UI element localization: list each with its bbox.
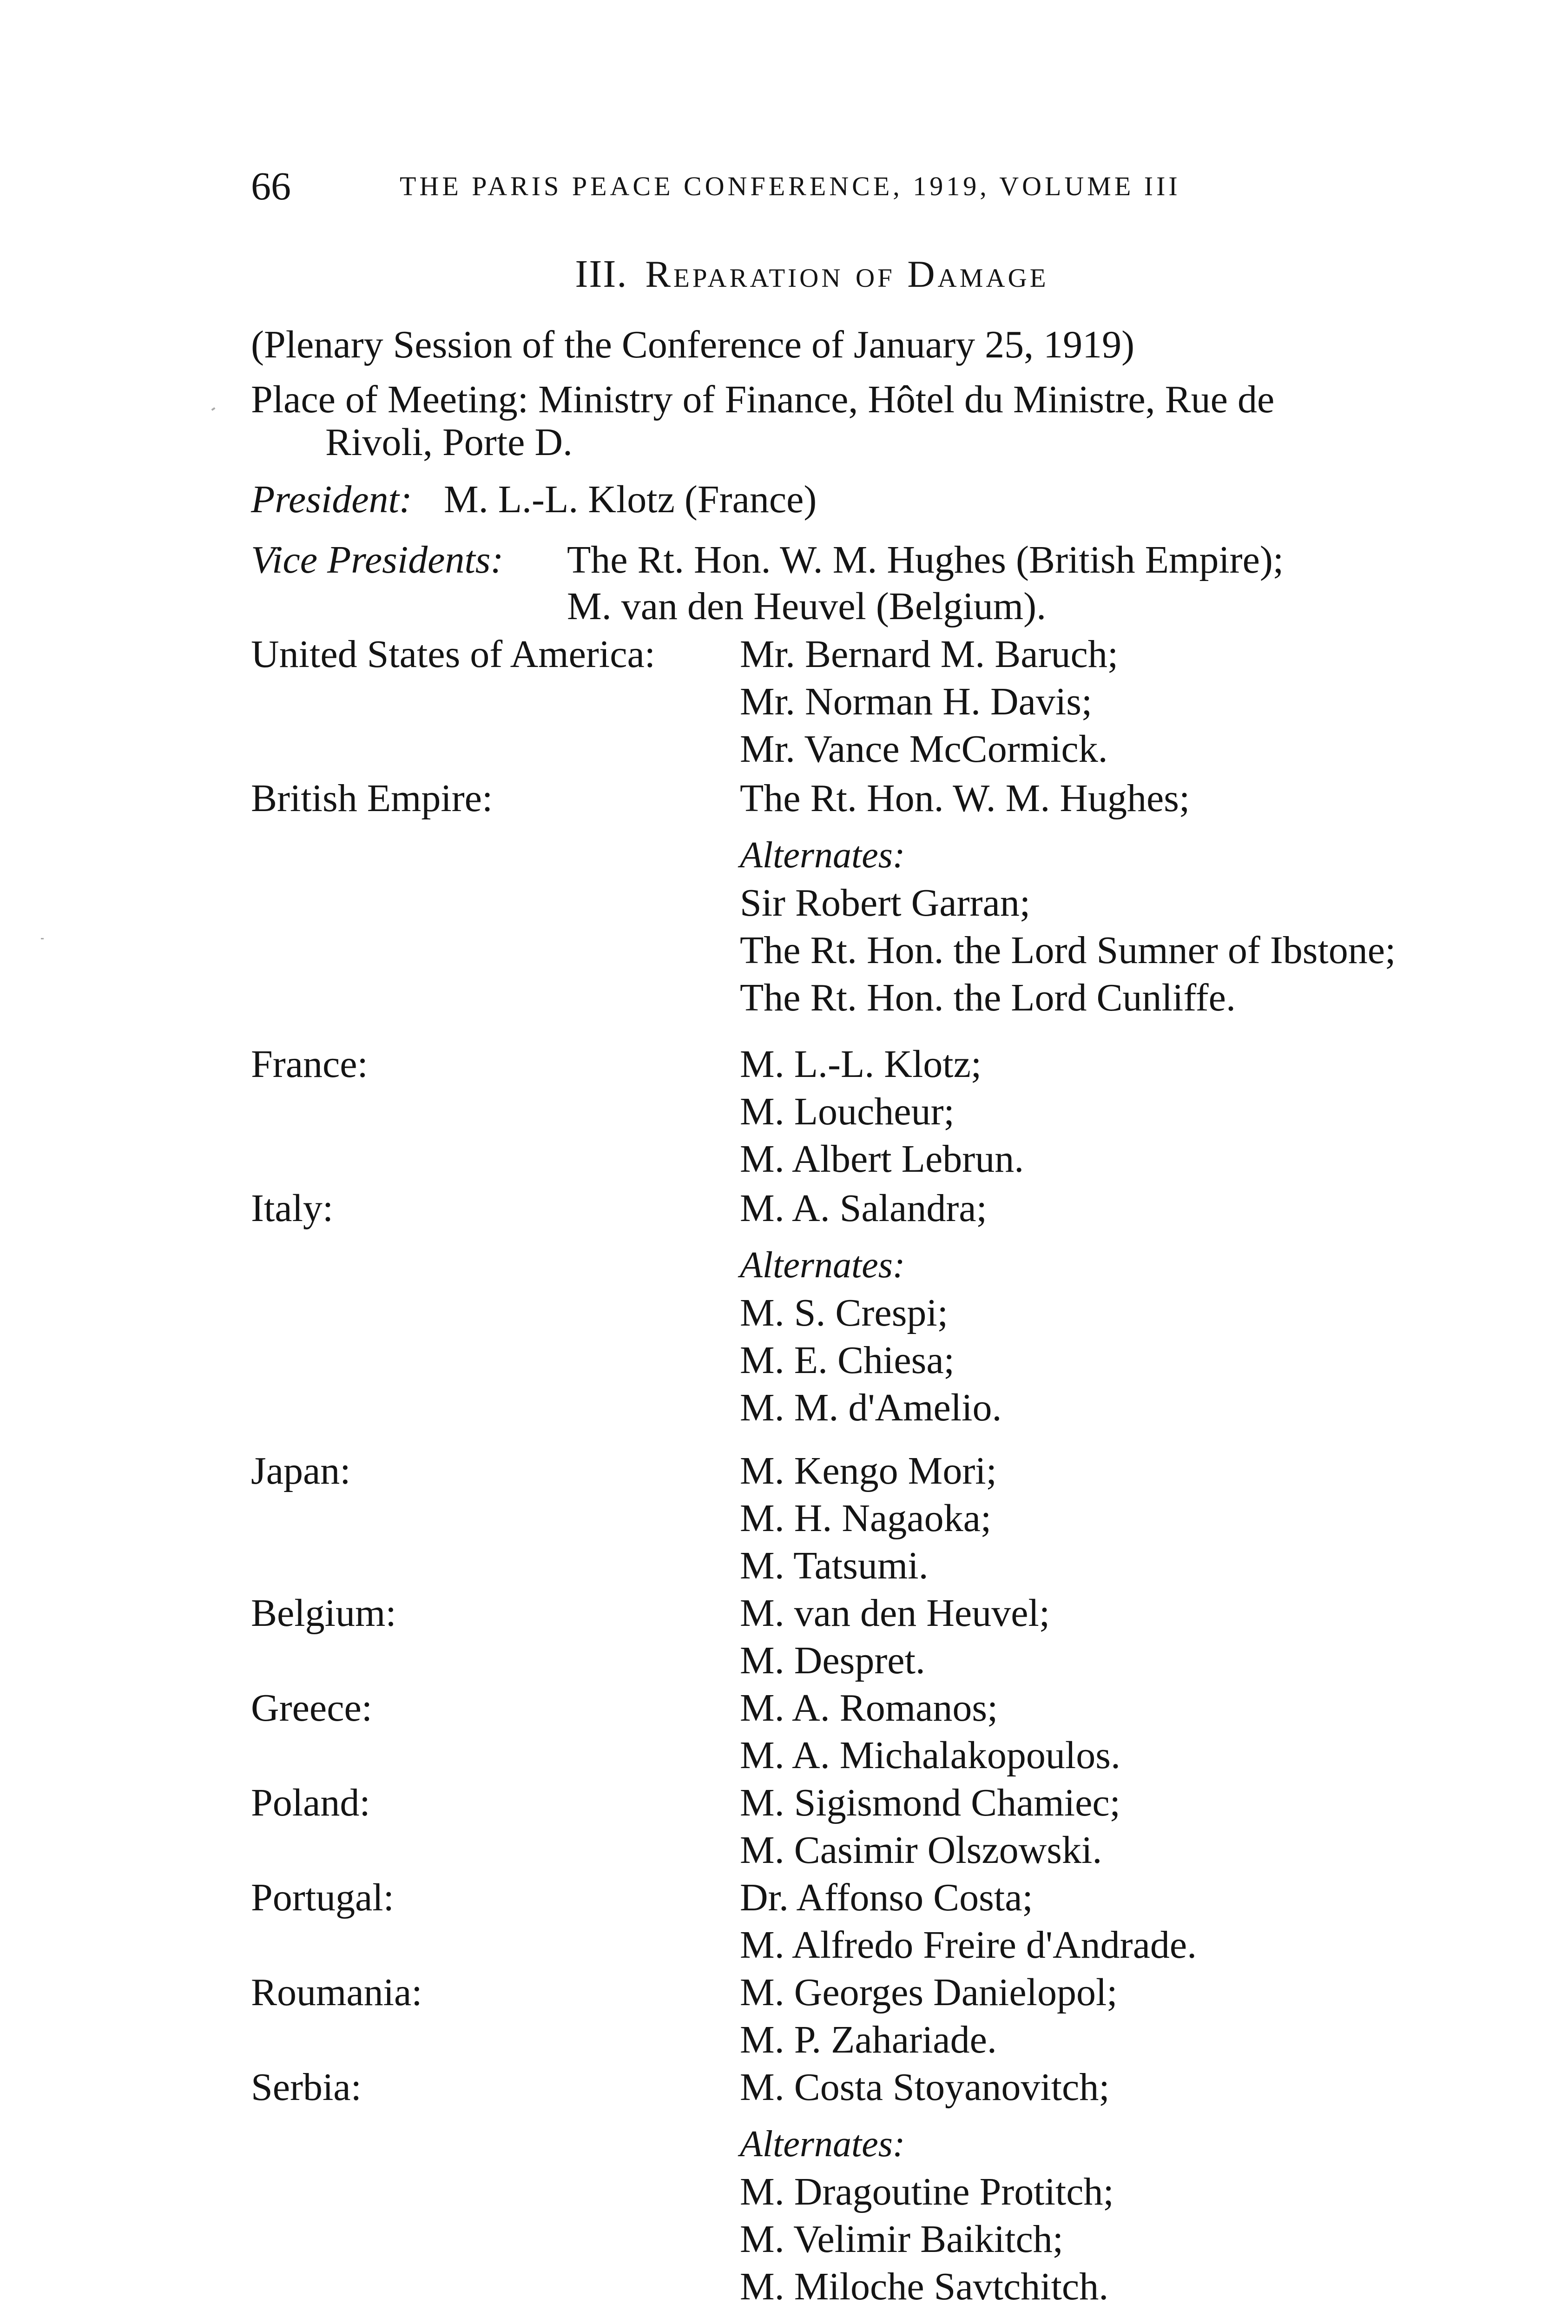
member: M. Kengo Mori; (740, 1449, 997, 1492)
country-label: Portugal: (251, 1876, 394, 1919)
member: Mr. Bernard M. Baruch; (740, 633, 1119, 676)
member: M. A. Salandra; (740, 1187, 987, 1230)
country-label: Greece: (251, 1686, 373, 1730)
member: M. P. Zahariade. (740, 2018, 997, 2061)
member: M. A. Romanos; (740, 1686, 998, 1730)
scan-speck (211, 407, 216, 411)
member: M. Alfredo Freire d'Andrade. (740, 1923, 1197, 1967)
alternate-member: Sir Robert Garran; (740, 881, 1031, 924)
country-label: Italy: (251, 1187, 334, 1230)
country-label: Roumania: (251, 1971, 422, 2014)
alternate-member: M. Miloche Savtchitch. (740, 2265, 1109, 2308)
country-label: Poland: (251, 1781, 370, 1824)
section-title (0, 253, 1568, 297)
country-label: United States of America: (251, 633, 656, 676)
place-line-2: Rivoli, Porte D. (325, 421, 573, 464)
section-heading: Reparation of Damage (645, 253, 1049, 295)
president-label: President: (251, 478, 412, 521)
member: The Rt. Hon. W. M. Hughes; (740, 777, 1190, 820)
alternate-member: M. E. Chiesa; (740, 1339, 955, 1382)
alternates-heading: Alternates: (740, 1245, 905, 1286)
country-label: Serbia: (251, 2066, 362, 2109)
session-note: (Plenary Session of the Conference of January 25, 1919) (251, 323, 1135, 366)
vice-presidents-label: Vice Presidents: (251, 538, 504, 581)
alternate-member: The Rt. Hon. the Lord Sumner of Ibstone; (740, 929, 1396, 972)
member: M. Albert Lebrun. (740, 1137, 1024, 1181)
president-value: M. L.-L. Klotz (France) (444, 478, 817, 521)
country-label: Japan: (251, 1449, 351, 1492)
member: M. van den Heuvel; (740, 1591, 1050, 1635)
member: M. H. Nagaoka; (740, 1497, 992, 1540)
member: M. Despret. (740, 1639, 925, 1682)
alternate-member: M. M. d'Amelio. (740, 1386, 1002, 1429)
alternate-member: The Rt. Hon. the Lord Cunliffe. (740, 976, 1236, 1019)
alternate-member: M. Dragoutine Protitch; (740, 2170, 1114, 2213)
vice-president-2: M. van den Heuvel (Belgium). (567, 585, 1047, 628)
page-header (0, 165, 1568, 207)
scan-speck (41, 938, 44, 939)
country-label: British Empire: (251, 777, 493, 820)
member: M. Tatsumi. (740, 1544, 929, 1587)
country-label: Belgium: (251, 1591, 396, 1635)
place-line-1: Place of Meeting: Ministry of Finance, Hôtel du Ministre, Rue de (251, 378, 1275, 421)
country-label: France: (251, 1043, 368, 1086)
section-numeral: III. (575, 252, 628, 296)
running-head: THE PARIS PEACE CONFERENCE, 1919, VOLUME III (400, 171, 1181, 201)
alternates-heading: Alternates: (740, 2124, 905, 2165)
member: M. Sigismond Chamiec; (740, 1781, 1120, 1824)
member: Mr. Vance McCormick. (740, 727, 1108, 771)
member: Mr. Norman H. Davis; (740, 680, 1093, 723)
member: M. Costa Stoyanovitch; (740, 2066, 1110, 2109)
alternate-member: M. S. Crespi; (740, 1291, 949, 1334)
member: M. L.-L. Klotz; (740, 1043, 982, 1086)
member: M. A. Michalakopoulos. (740, 1734, 1120, 1777)
alternate-member: M. Velimir Baikitch; (740, 2218, 1064, 2261)
member: M. Georges Danielopol; (740, 1971, 1118, 2014)
member: M. Casimir Olszowski. (740, 1829, 1102, 1872)
member: M. Loucheur; (740, 1090, 955, 1133)
alternates-heading: Alternates: (740, 835, 905, 876)
vice-president-1: The Rt. Hon. W. M. Hughes (British Empire); (567, 538, 1284, 581)
member: Dr. Affonso Costa; (740, 1876, 1033, 1919)
page-number: 66 (251, 164, 291, 208)
